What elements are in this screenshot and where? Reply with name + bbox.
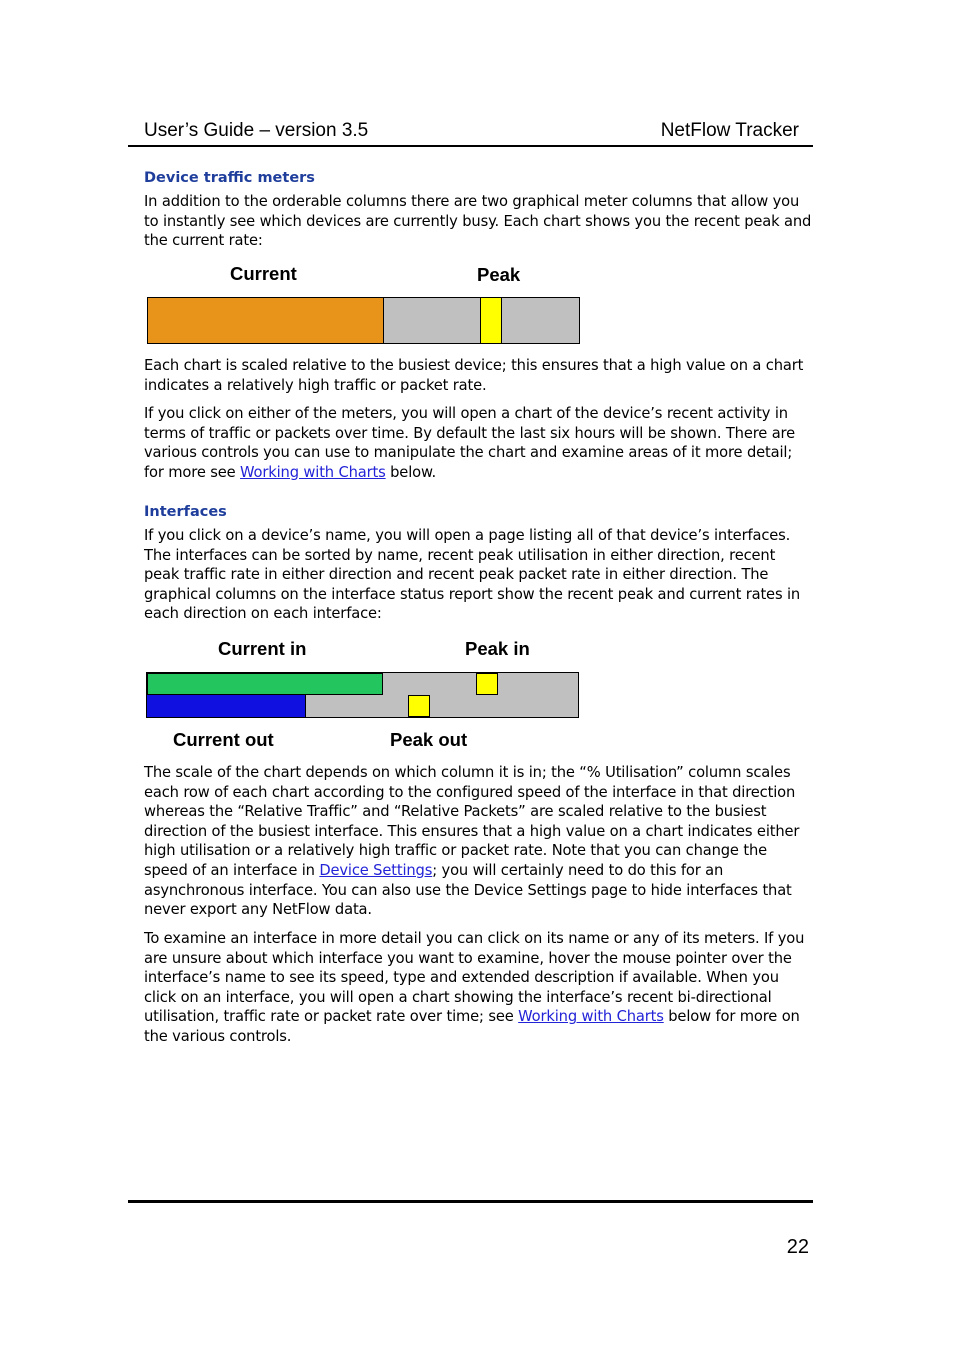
link-working-with-charts-2[interactable]: Working with Charts (518, 1008, 664, 1026)
paragraph-examine-interface (144, 929, 812, 1047)
label-current-in: Current in (218, 638, 307, 659)
meter-current-bar (148, 298, 384, 343)
text-below: below. (385, 463, 436, 481)
meter-current-in-bar (147, 673, 383, 695)
paragraph-chart-scale (144, 763, 812, 920)
meter-current-out-bar (147, 695, 306, 717)
text-various-controls: below for more on the various controls. (144, 1008, 800, 1045)
text-chart-scale: The scale of the chart depends on which column it is in; the “% Utilisation” column scales each row of each chart according to the configured speed of the interface in that direction whereas the “Relative Traffic” and “Relative Packets” are scaled relative to the busiest direction of the busiest interface. This ensures that a high value on a chart indicates either high utilisation or a relatively high traffic or packet rate. Note that you can change the speed of an interface in (144, 764, 800, 879)
link-working-with-charts[interactable]: Working with Charts (240, 463, 386, 481)
label-peak-out: Peak out (390, 729, 468, 750)
meter-peak-marker (480, 298, 502, 343)
label-peak-in: Peak in (465, 638, 530, 659)
header-rule (128, 145, 813, 147)
header-product-name: NetFlow Tracker (660, 120, 799, 141)
label-current: Current (230, 263, 297, 284)
text-async-interface: ; you will certainly need to do this for an asynchronous interface. You can also use the Device Settings page to hide interfaces that never export any NetFlow data. (144, 861, 792, 919)
meter-peak-out-marker (408, 695, 430, 717)
page-number: 22 (786, 1236, 809, 1258)
paragraph-scaling: Each chart is scaled relative to the busiest device; this ensures that a high value on a chart indicates a relatively high traffic or packet rate. (144, 357, 804, 394)
link-device-settings[interactable]: Device Settings (319, 861, 433, 879)
device-traffic-meter[interactable] (147, 297, 580, 344)
label-peak: Peak (477, 264, 521, 285)
heading-interfaces: Interfaces (144, 504, 227, 520)
paragraph-click-meters (144, 404, 812, 482)
header-guide-title: User’s Guide – version 3.5 (144, 120, 369, 141)
paragraph-meters-intro: In addition to the orderable columns there are two graphical meter columns that allow you to instantly see which devices are currently busy. Each chart shows you the recent peak and the current rate: (144, 193, 812, 250)
interface-traffic-meter[interactable] (146, 672, 579, 718)
text-examine-interface: To examine an interface in more detail you can click on its name or any of its meters. If you are unsure about which interface you want to examine, hover the mouse pointer over the interface’s name to see its speed, type and extended description if available. When you click on an interface, you will open a chart showing the interface’s recent bi-directional utilisation, traffic rate or packet rate over time; see (144, 930, 805, 1026)
paragraph-interfaces-intro: If you click on a device’s name, you will open a page listing all of that device’s interfaces. The interfaces can be sorted by name, recent peak utilisation in either direction, recent peak traffic rate in either direction and recent peak packet rate in either direction. The graphical columns on the interface status report show the recent peak and current rates in each direction on each interface: (144, 527, 801, 623)
meter-peak-in-marker (476, 673, 498, 695)
label-current-out: Current out (173, 729, 274, 750)
footer-rule (128, 1200, 813, 1203)
heading-device-traffic-meters: Device traffic meters (144, 170, 315, 186)
text-click-meters: If you click on either of the meters, you will open a chart of the device’s recent activity in terms of traffic or packets over time. By default the last six hours will be shown. There are various controls you can use to manipulate the chart and examine areas of it more detail; for more see (144, 405, 795, 481)
